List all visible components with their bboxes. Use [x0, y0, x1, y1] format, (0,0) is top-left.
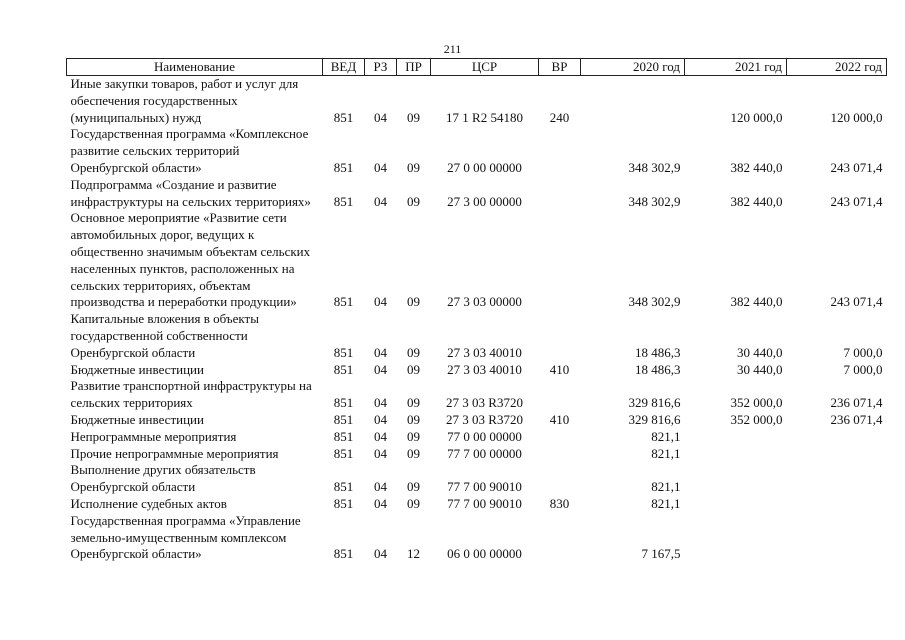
rz-cell: 04	[374, 294, 387, 310]
row-name-cell: Капитальные вложения в объекты государственной собственности Оренбургской области	[70, 311, 259, 360]
vr-cell: 830	[549, 495, 570, 511]
vr-cell	[539, 513, 581, 563]
csr-cell: 77 7 00 90010	[447, 479, 522, 495]
header-2021: 2021 год	[685, 59, 787, 76]
amount-2020-cell: 348 302,9	[628, 159, 681, 175]
header-2022: 2022 год	[787, 59, 887, 76]
csr-cell: 77 7 00 90010	[447, 495, 522, 511]
amount-2020-cell: 821,1	[651, 495, 681, 511]
amount-2020-cell	[581, 76, 685, 127]
amount-2021-cell: 30 440,0	[737, 344, 783, 360]
amount-2021-cell: 352 000,0	[730, 411, 783, 427]
table-row	[67, 362, 887, 379]
amount-2022-cell	[787, 496, 887, 513]
ved-cell: 851	[333, 546, 354, 562]
header-vr: ВР	[539, 59, 581, 76]
rz-cell: 04	[374, 411, 387, 427]
table-row	[67, 496, 887, 513]
ved-cell: 851	[333, 395, 354, 411]
vr-cell	[539, 378, 581, 412]
pr-cell: 09	[407, 361, 420, 377]
table-row	[67, 412, 887, 429]
table-row	[67, 126, 887, 176]
csr-cell: 27 3 03 R3720	[446, 395, 523, 411]
csr-cell: 27 3 03 00000	[447, 294, 522, 310]
ved-cell: 851	[333, 495, 354, 511]
pr-cell: 09	[407, 159, 420, 175]
csr-cell: 06 0 00 00000	[447, 546, 522, 562]
row-name-cell: Подпрограмма «Создание и развитие инфраструктуры на сельских территориях»	[70, 176, 311, 209]
row-name-cell: Развитие транспортной инфраструктуры на сельских территориях	[70, 378, 312, 411]
ved-cell: 851	[333, 109, 354, 125]
pr-cell: 12	[407, 546, 420, 562]
rz-cell: 04	[374, 159, 387, 175]
pr-cell: 09	[407, 479, 420, 495]
table-row	[67, 513, 887, 563]
row-name-cell: Государственная программа «Управление земельно-имущественным комплексом Оренбургской области»	[70, 512, 301, 562]
rz-cell: 04	[374, 193, 387, 209]
csr-cell: 17 1 R2 54180	[446, 109, 523, 125]
amount-2022-cell: 243 071,4	[830, 193, 883, 209]
pr-cell: 09	[407, 294, 420, 310]
amount-2021-cell	[685, 446, 787, 463]
ved-cell: 851	[333, 344, 354, 360]
page-number: 211	[443, 42, 462, 56]
amount-2021-cell: 120 000,0	[730, 109, 783, 125]
row-name-cell: Непрограммные мероприятия	[70, 428, 237, 444]
vr-cell	[539, 210, 581, 311]
table-row	[67, 311, 887, 361]
vr-cell	[539, 462, 581, 496]
header-pr: ПР	[397, 59, 431, 76]
vr-cell	[539, 177, 581, 211]
budget-table	[66, 58, 887, 563]
ved-cell: 851	[333, 411, 354, 427]
amount-2020-cell: 821,1	[651, 428, 681, 444]
pr-cell: 09	[407, 411, 420, 427]
rz-cell: 04	[374, 361, 387, 377]
ved-cell: 851	[333, 159, 354, 175]
table-row	[67, 378, 887, 412]
ved-cell: 851	[333, 361, 354, 377]
amount-2020-cell: 329 816,6	[628, 395, 681, 411]
amount-2021-cell: 382 440,0	[730, 193, 783, 209]
amount-2021-cell	[685, 513, 787, 563]
vr-cell	[539, 446, 581, 463]
vr-cell	[539, 429, 581, 446]
rz-cell: 04	[374, 428, 387, 444]
vr-cell	[539, 126, 581, 176]
table-header-row	[67, 59, 887, 76]
table-row	[67, 446, 887, 463]
amount-2021-cell	[685, 429, 787, 446]
amount-2020-cell: 821,1	[651, 479, 681, 495]
amount-2020-cell: 18 486,3	[635, 361, 681, 377]
table-row	[67, 210, 887, 311]
row-name-cell: Исполнение судебных актов	[70, 495, 227, 511]
pr-cell: 09	[407, 193, 420, 209]
amount-2022-cell	[787, 513, 887, 563]
pr-cell: 09	[407, 495, 420, 511]
amount-2020-cell: 7 167,5	[641, 546, 681, 562]
csr-cell: 77 0 00 00000	[447, 428, 522, 444]
table-row	[67, 177, 887, 211]
vr-cell: 410	[549, 411, 570, 427]
row-name-cell: Прочие непрограммные мероприятия	[70, 445, 279, 461]
ved-cell: 851	[333, 193, 354, 209]
ved-cell: 851	[333, 294, 354, 310]
amount-2022-cell	[787, 429, 887, 446]
amount-2022-cell	[787, 446, 887, 463]
table-row	[67, 76, 887, 127]
rz-cell: 04	[374, 395, 387, 411]
rz-cell: 04	[374, 546, 387, 562]
amount-2021-cell: 30 440,0	[737, 361, 783, 377]
table-row	[67, 462, 887, 496]
header-name: Наименование	[67, 59, 323, 76]
pr-cell: 09	[407, 344, 420, 360]
amount-2021-cell: 382 440,0	[730, 294, 783, 310]
header-rz: РЗ	[365, 59, 397, 76]
ved-cell: 851	[333, 479, 354, 495]
amount-2022-cell	[787, 462, 887, 496]
amount-2020-cell: 348 302,9	[628, 294, 681, 310]
row-name-cell: Бюджетные инвестиции	[70, 411, 204, 427]
ved-cell: 851	[333, 445, 354, 461]
rz-cell: 04	[374, 109, 387, 125]
header-ved: ВЕД	[323, 59, 365, 76]
table-row	[67, 429, 887, 446]
row-name-cell: Государственная программа «Комплексное развитие сельских территорий Оренбургской области»	[70, 126, 309, 175]
vr-cell: 410	[549, 361, 570, 377]
rz-cell: 04	[374, 445, 387, 461]
row-name-cell: Основное мероприятие «Развитие сети автомобильных дорог, ведущих к общественно значимым объектам сельских населенных пунктов, расположенных на сельских территориях, объектам производства и переработки продукции»	[70, 210, 311, 310]
csr-cell: 77 7 00 00000	[447, 445, 522, 461]
csr-cell: 27 3 03 R3720	[446, 411, 523, 427]
rz-cell: 04	[374, 479, 387, 495]
amount-2022-cell: 243 071,4	[830, 294, 883, 310]
amount-2020-cell: 348 302,9	[628, 193, 681, 209]
amount-2021-cell: 352 000,0	[730, 395, 783, 411]
pr-cell: 09	[407, 395, 420, 411]
amount-2022-cell: 243 071,4	[830, 159, 883, 175]
vr-cell	[539, 311, 581, 361]
rz-cell: 04	[374, 495, 387, 511]
header-csr: ЦСР	[431, 59, 539, 76]
rz-cell: 04	[374, 344, 387, 360]
row-name-cell: Иные закупки товаров, работ и услуг для обеспечения государственных (муниципальных) нужд	[70, 76, 299, 125]
amount-2022-cell: 7 000,0	[843, 361, 883, 377]
csr-cell: 27 3 03 40010	[447, 344, 522, 360]
ved-cell: 851	[333, 428, 354, 444]
csr-cell: 27 0 00 00000	[447, 159, 522, 175]
csr-cell: 27 3 00 00000	[447, 193, 522, 209]
amount-2021-cell	[685, 496, 787, 513]
pr-cell: 09	[407, 109, 420, 125]
amount-2020-cell: 821,1	[651, 445, 681, 461]
amount-2022-cell: 120 000,0	[830, 109, 883, 125]
amount-2022-cell: 236 071,4	[830, 411, 883, 427]
header-2020: 2020 год	[581, 59, 685, 76]
amount-2020-cell: 329 816,6	[628, 411, 681, 427]
csr-cell: 27 3 03 40010	[447, 361, 522, 377]
amount-2020-cell: 18 486,3	[635, 344, 681, 360]
amount-2022-cell: 236 071,4	[830, 395, 883, 411]
pr-cell: 09	[407, 445, 420, 461]
pr-cell: 09	[407, 428, 420, 444]
row-name-cell: Выполнение других обязательств Оренбургской области	[70, 462, 256, 495]
vr-cell: 240	[549, 109, 570, 125]
amount-2021-cell	[685, 462, 787, 496]
amount-2022-cell: 7 000,0	[843, 344, 883, 360]
amount-2021-cell: 382 440,0	[730, 159, 783, 175]
row-name-cell: Бюджетные инвестиции	[70, 361, 204, 377]
